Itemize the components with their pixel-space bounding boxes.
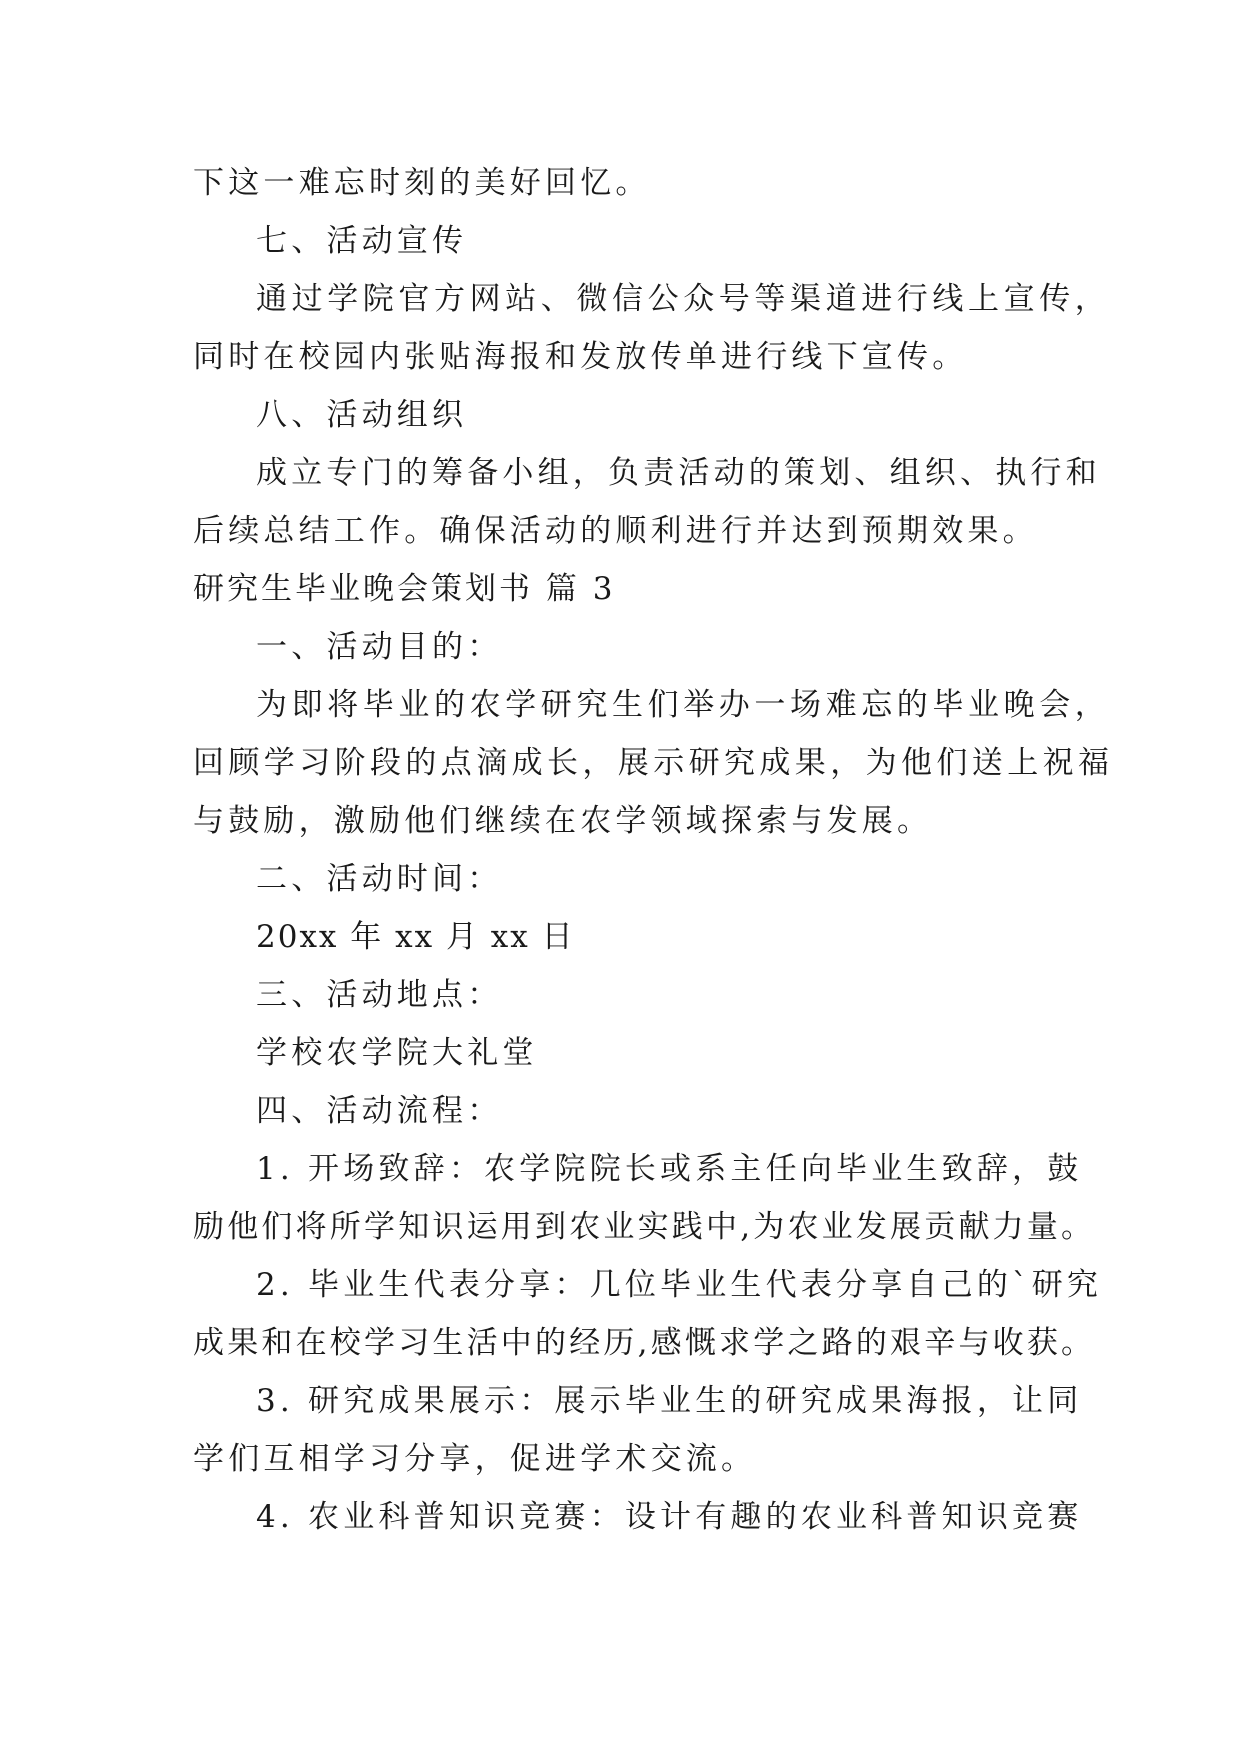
- section-heading-process: 四、活动流程：: [256, 1093, 503, 1129]
- list-item-line: 2. 毕业生代表分享：几位毕业生代表分享自己的`研究: [256, 1267, 1103, 1303]
- paragraph-line: 为即将毕业的农学研究生们举办一场难忘的毕业晚会，: [256, 687, 1111, 723]
- paragraph-line: 回顾学习阶段的点滴成长，展示研究成果，为他们送上祝福: [193, 745, 1114, 781]
- section-heading-publicity: 七、活动宣传: [256, 223, 468, 259]
- paragraph-line: 与鼓励，激励他们继续在农学领域探索与发展。: [193, 803, 933, 839]
- event-date: 20xx 年 xx 月 xx 日: [256, 919, 575, 955]
- section-heading-organization: 八、活动组织: [256, 397, 468, 433]
- section-heading-location: 三、活动地点：: [256, 977, 503, 1013]
- section-heading-purpose: 一、活动目的：: [256, 629, 503, 665]
- list-item-line: 3. 研究成果展示：展示毕业生的研究成果海报，让同: [256, 1383, 1083, 1419]
- event-location: 学校农学院大礼堂: [256, 1035, 538, 1071]
- list-item-line: 学们互相学习分享，促进学术交流。: [193, 1441, 757, 1477]
- paragraph-line: 后续总结工作。确保活动的顺利进行并达到预期效果。: [193, 513, 1038, 549]
- paragraph-line: 同时在校园内张贴海报和发放传单进行线下宣传。: [193, 339, 968, 375]
- list-item-line: 1. 开场致辞：农学院院长或系主任向毕业生致辞，鼓: [256, 1151, 1083, 1187]
- section-heading-time: 二、活动时间：: [256, 861, 503, 897]
- paragraph-line: 通过学院官方网站、微信公众号等渠道进行线上宣传，: [256, 281, 1111, 317]
- list-item-line: 4. 农业科普知识竞赛：设计有趣的农业科普知识竞赛: [256, 1499, 1083, 1535]
- list-item-line: 成果和在校学习生活中的经历,感慨求学之路的艰辛与收获。: [193, 1325, 1096, 1361]
- paragraph-line: 下这一难忘时刻的美好回忆。: [193, 165, 651, 201]
- list-item-line: 励他们将所学知识运用到农业实践中,为农业发展贡献力量。: [193, 1209, 1096, 1245]
- document-section-title: 研究生毕业晚会策划书 篇 3: [193, 571, 616, 607]
- paragraph-line: 成立专门的筹备小组，负责活动的策划、组织、执行和: [256, 455, 1101, 491]
